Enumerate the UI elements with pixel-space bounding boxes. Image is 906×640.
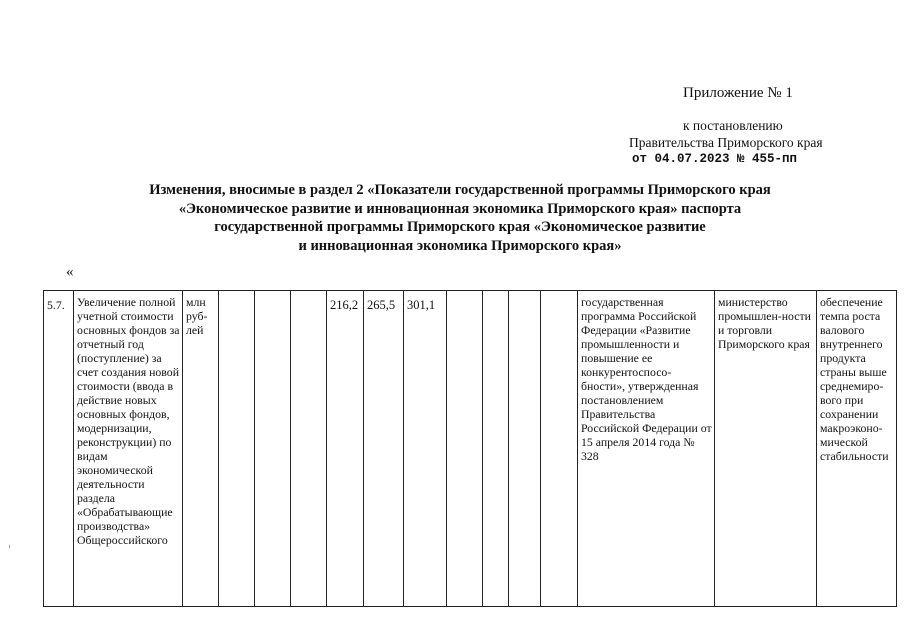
title-line: и инновационная экономика Приморского края» bbox=[298, 237, 622, 254]
title-line: государственной программы Приморского края «Экономическое развитие bbox=[214, 219, 706, 235]
responsible-cell: министерство промышлен-ности и торговли Приморского края bbox=[715, 291, 817, 607]
decree-number: от 04.07.2023 № 455-пп bbox=[632, 152, 798, 166]
value-cell bbox=[541, 291, 578, 607]
table-row bbox=[44, 291, 897, 607]
value-cell bbox=[255, 291, 291, 607]
government-label: Правительства Приморского края bbox=[629, 135, 823, 150]
title-line: «Экономическое развитие и инновационная экономика Приморского края» паспорта bbox=[178, 200, 742, 217]
open-quote: « bbox=[66, 264, 74, 280]
unit-cell: млн руб-лей bbox=[183, 291, 219, 607]
indicator-name: Увеличение полной учетной стоимости основных фондов за отчетный год (поступление) за счет создания новой стоимости (ввода в действие новых основных фондов, модернизации, реконструкции) по видам экономической деятельности раздела «Обрабатывающие производства» Общероссийского bbox=[74, 291, 183, 607]
value-cell bbox=[447, 291, 483, 607]
scan-mark bbox=[9, 545, 10, 548]
to-decree-label: к постановлению bbox=[683, 118, 783, 133]
appendix-label: Приложение № 1 bbox=[683, 85, 793, 101]
goal-cell: обеспечение темпа роста валового внутреннего продукта страны выше среднемиро-вого при сохранении макроэконо-мической стабильности bbox=[817, 291, 897, 607]
source-cell: государственная программа Российской Федерации «Развитие промышленности и повышение ее конкурентоспосо-бности», утвержденная постановлением Правительства Российской Федерации от 15 апреля 2014 года № 328 bbox=[578, 291, 715, 607]
row-number: 5.7. bbox=[44, 291, 74, 607]
indicators-table bbox=[43, 290, 897, 607]
value-cell bbox=[219, 291, 255, 607]
value-cell: 301,1 bbox=[404, 291, 447, 607]
value-cell: 216,2 bbox=[327, 291, 364, 607]
document-title bbox=[100, 181, 820, 255]
title-line: Изменения, вносимые в раздел 2 «Показатели государственной программы Приморского края bbox=[149, 182, 771, 198]
value-cell bbox=[509, 291, 541, 607]
value-cell bbox=[483, 291, 509, 607]
value-cell bbox=[291, 291, 327, 607]
value-cell: 265,5 bbox=[364, 291, 404, 607]
